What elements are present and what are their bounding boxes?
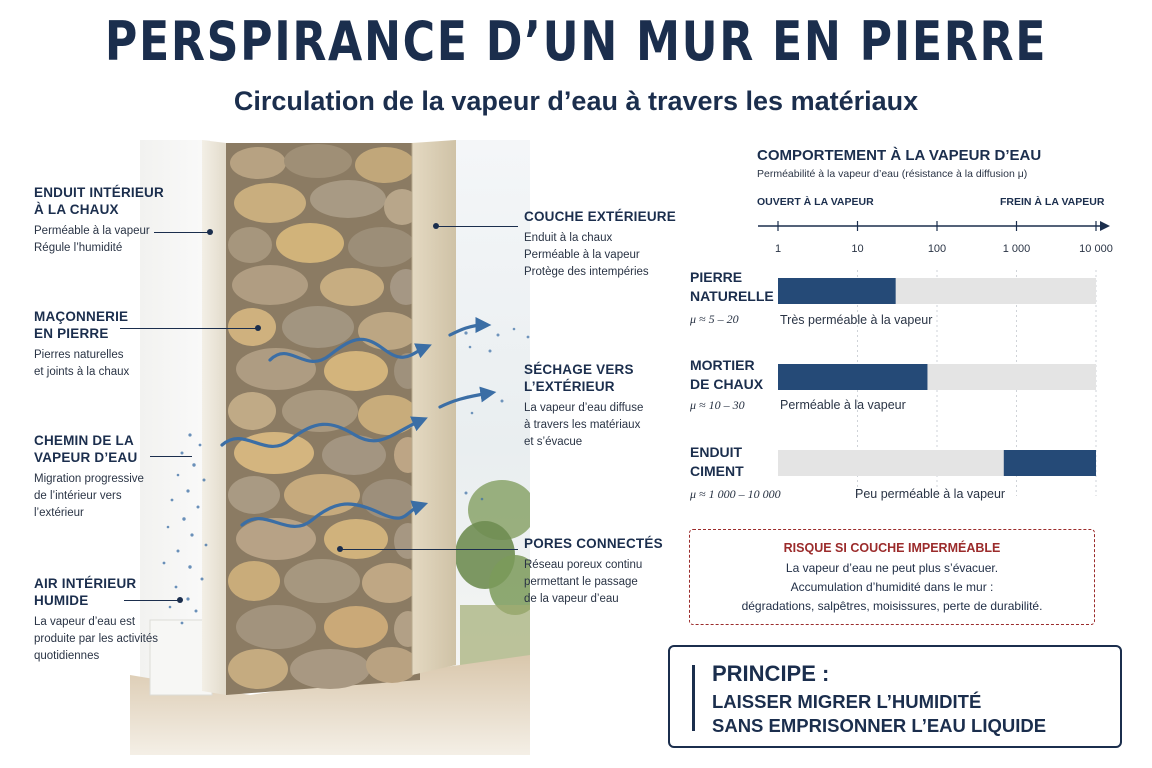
label-interior-render-title-2: À LA CHAUX [34,202,119,217]
label-exterior-layer [524,208,676,281]
leader-dot [433,223,439,229]
material-lime-mortar-name [690,356,763,394]
leader-humid-air [124,600,180,601]
leader-dot [207,229,213,235]
label-stone-masonry-title-1: MAÇONNERIE [34,309,129,324]
material-stone-name-2: NATURELLE [690,288,774,304]
scale-tick-label: 10 000 [1079,243,1113,255]
label-vapour-path-title-1: CHEMIN DE LA [34,433,134,448]
material-cement-name-1: ENDUIT [690,444,743,460]
label-humid-air-title-2: HUMIDE [34,593,89,608]
material-lime-mortar-name-2: DE CHAUX [690,376,764,392]
material-stone-mu: μ ≈ 5 – 20 [690,312,739,326]
scale-tick-label: 1 000 [1002,243,1031,255]
scale-tick-label: 10 [851,243,864,255]
stone-wall-illustration [130,135,530,755]
page-title: PERSPIRANCE D’UN MUR EN PIERRE [104,10,1048,73]
page-subtitle: Circulation de la vapeur d’eau à travers les matériaux [233,86,919,116]
material-lime-mortar-mu: μ ≈ 10 – 30 [690,398,745,412]
label-stone-masonry-title-2: EN PIERRE [34,326,109,341]
label-interior-render-line: Perméable à la vapeur [34,225,150,237]
label-exterior-layer-line: Enduit à la chaux [524,232,613,244]
principle-accent-bar [692,665,695,731]
material-lime-mortar-name-1: MORTIER [690,357,755,373]
label-interior-render-line: Régule l’humidité [34,242,123,254]
leader-vapour-path [150,456,192,457]
label-humid-air-line: quotidiennes [34,650,100,662]
leader-connected-pores [340,549,518,550]
leader-stone-masonry [120,328,258,329]
label-stone-masonry-line: et joints à la chaux [34,366,130,378]
label-stone-masonry [34,308,129,381]
label-drying-outside-line: et s’évacue [524,436,583,448]
label-connected-pores-line: Réseau poreux continu [524,559,643,571]
material-bar-fill [778,278,896,304]
label-stone-masonry-line: Pierres naturelles [34,349,124,361]
warning-title: RISQUE SI COUCHE IMPERMÉABLE [783,541,1001,555]
impermeable-risk-warning [689,529,1095,625]
label-vapour-path-line: l’extérieur [34,507,84,519]
label-connected-pores-title: PORES CONNECTÉS [524,536,663,551]
label-drying-outside [524,361,643,451]
scale-open-label: OUVERT À LA VAPEUR [757,196,874,208]
label-drying-outside-line: La vapeur d’eau diffuse [524,402,644,414]
label-humid-air-line: produite par les activités [34,633,159,645]
principle-title: PRINCIPE : [712,661,830,686]
leader-dot [337,546,343,552]
leader-dot [255,325,261,331]
material-lime-mortar-description: Perméable à la vapeur [780,398,906,412]
label-vapour-path-line: Migration progressive [34,473,144,485]
principle-line: SANS EMPRISONNER L’EAU LIQUIDE [712,715,1047,736]
label-exterior-layer-line: Protège des intempéries [524,266,649,278]
label-drying-outside-title-1: SÉCHAGE VERS [524,362,634,377]
material-cement-mu: μ ≈ 1 000 – 10 000 [690,487,781,501]
label-exterior-layer-title: COUCHE EXTÉRIEURE [524,209,676,224]
warning-line: Accumulation d’humidité dans le mur : [790,580,994,594]
label-connected-pores [524,535,663,608]
scale-arrow-icon [1100,221,1110,231]
label-interior-render [34,184,164,257]
principle-box [668,645,1122,748]
leader-dot [177,597,183,603]
scale-tick-label: 1 [774,243,782,255]
scale-tick-label: 100 [927,243,947,255]
material-stone-name-1: PIERRE [690,269,743,285]
principle-line: LAISSER MIGRER L’HUMIDITÉ [712,691,982,712]
permeability-scale [740,210,1120,510]
label-drying-outside-line: à travers les matériaux [524,419,641,431]
material-cement-name-2: CIMENT [690,463,744,479]
scale-closed-label: FREIN À LA VAPEUR [1000,196,1105,208]
label-interior-render-title-1: ENDUIT INTÉRIEUR [34,185,164,200]
material-bar-fill [1004,450,1096,476]
label-humid-air-title-1: AIR INTÉRIEUR [34,576,137,591]
label-humid-air [34,575,158,665]
label-connected-pores-line: permettant le passage [524,576,638,588]
leader-interior-render [154,232,210,233]
label-exterior-layer-line: Perméable à la vapeur [524,249,640,261]
material-stone-description: Très perméable à la vapeur [780,313,933,327]
label-connected-pores-line: de la vapeur d’eau [524,593,619,605]
comparison-subtitle: Perméabilité à la vapeur d’eau (résistance à la diffusion μ) [757,168,1028,180]
comparison-title: COMPORTEMENT À LA VAPEUR D’EAU [757,147,1042,164]
material-cement-description: Peu perméable à la vapeur [855,487,1006,501]
material-cement-name [690,443,744,481]
label-humid-air-line: La vapeur d’eau est [34,616,136,628]
label-vapour-path [34,432,144,522]
material-stone-name [690,268,774,306]
warning-line: La vapeur d’eau ne peut plus s’évacuer. [785,561,999,575]
material-bar-fill [778,364,927,390]
leader-exterior-layer [436,226,518,227]
label-vapour-path-title-2: VAPEUR D’EAU [34,450,138,465]
warning-line: dégradations, salpêtres, moisissures, perte de durabilité. [741,599,1043,613]
label-vapour-path-line: de l’intérieur vers [34,490,122,502]
label-drying-outside-title-2: L’EXTÉRIEUR [524,379,615,394]
